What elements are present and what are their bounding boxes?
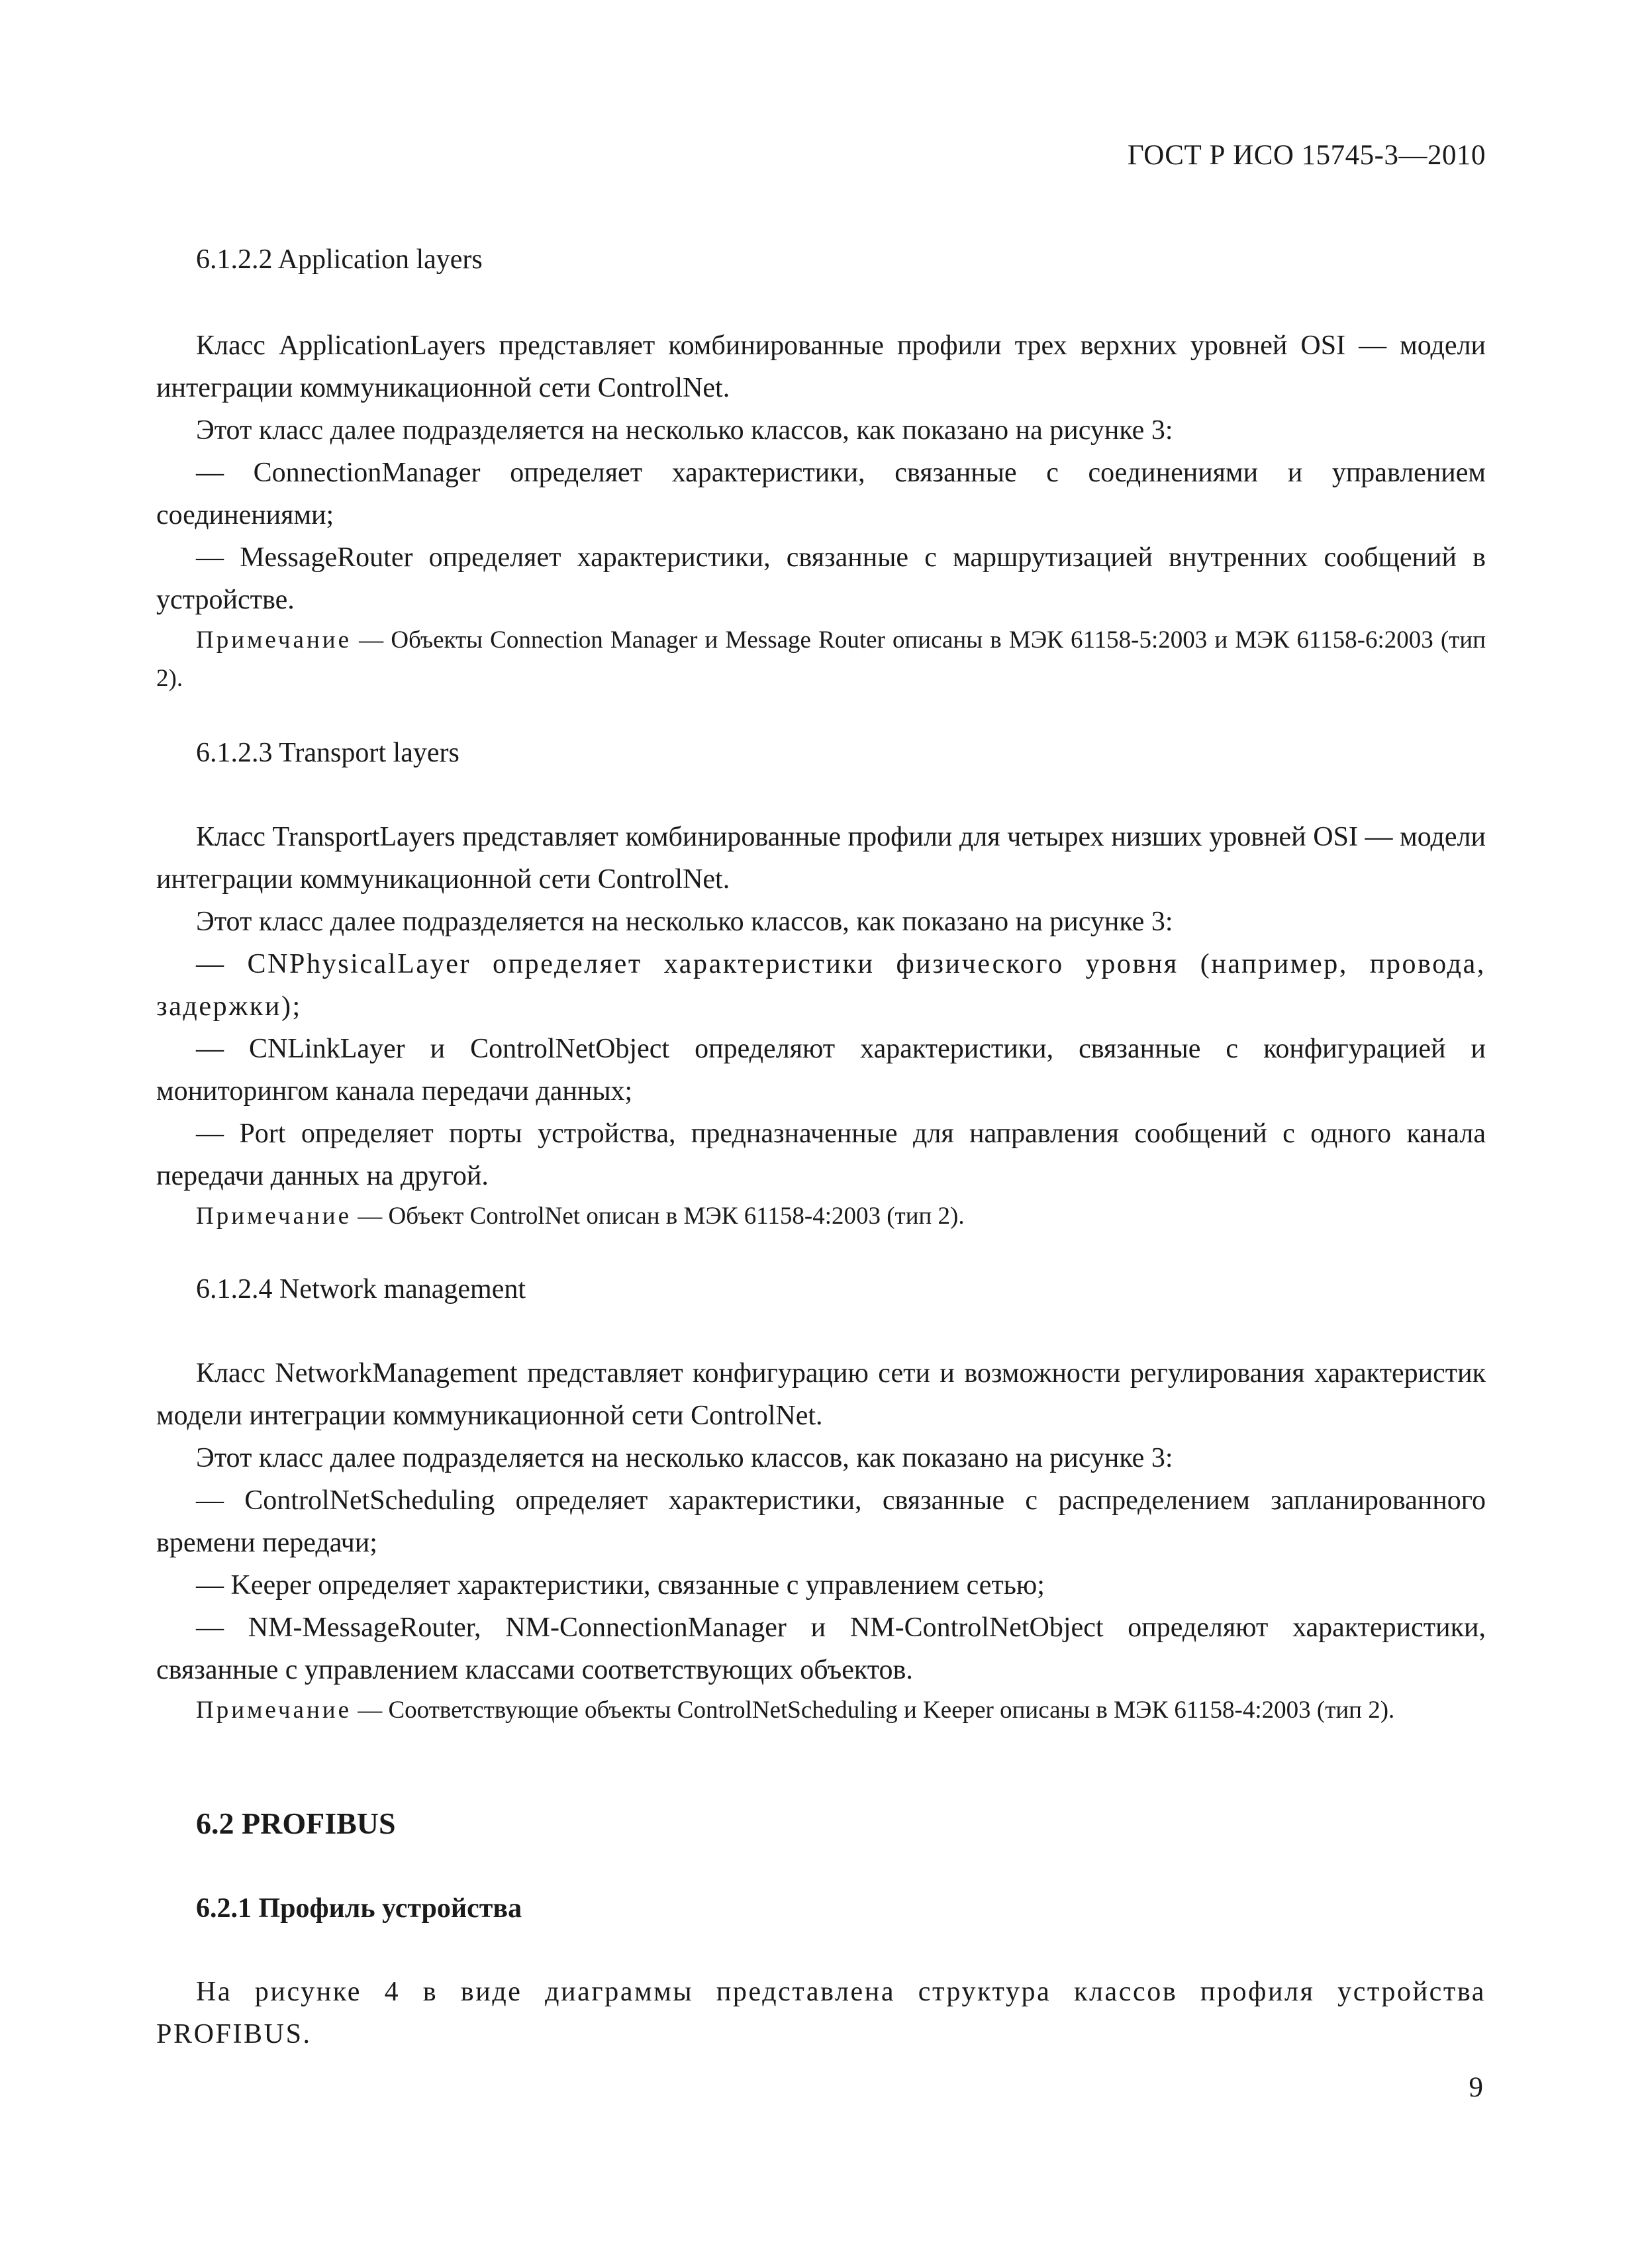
section-6-1-2-3-body bbox=[156, 816, 1486, 1236]
section-heading: 6.1.2.4 Network management bbox=[196, 1274, 526, 1305]
section-6-1-2-2 bbox=[156, 238, 1486, 281]
list-item: — CNPhysicalLayer определяет характеристики физического уровня (например, провода, задержки); bbox=[156, 949, 1486, 1022]
list-item: — Port определяет порты устройства, предназначенные для направления сообщений с одного канала передачи данных на другой. bbox=[156, 1118, 1486, 1191]
section-heading: 6.1.2.3 Transport layers bbox=[196, 738, 459, 768]
section-6-1-2-4-body bbox=[156, 1352, 1486, 1730]
section-heading: 6.2.1 Профиль устройства bbox=[196, 1893, 522, 1924]
paragraph: Этот класс далее подразделяется на несколько классов, как показано на рисунке 3: bbox=[196, 415, 1173, 446]
paragraph: Этот класс далее подразделяется на несколько классов, как показано на рисунке 3: bbox=[196, 907, 1173, 937]
paragraph: Класс ApplicationLayers представляет комбинированные профили трех верхних уровней OSI — модели интеграции коммуникационной сети ControlNet. bbox=[156, 330, 1486, 403]
page-number: 9 bbox=[1469, 2072, 1483, 2103]
list-item: — CNLinkLayer и ControlNetObject определяют характеристики, связанные с конфигурацией и мониторингом канала передачи данных; bbox=[156, 1034, 1486, 1107]
section-6-2-1 bbox=[156, 1887, 1486, 1930]
paragraph: Класс TransportLayers представляет комбинированные профили для четырех низших уровней OSI — модели интеграции коммуникационной сети ControlNet. bbox=[156, 822, 1486, 895]
note bbox=[156, 1691, 1486, 1730]
section-6-1-2-2-body bbox=[156, 324, 1486, 698]
document-code-header: ГОСТ Р ИСО 15745-3—2010 bbox=[1127, 140, 1486, 171]
note-text: — Объект ControlNet описан в МЭК 61158-4:2003 (тип 2). bbox=[352, 1203, 965, 1230]
note-label: Примечание bbox=[196, 1203, 352, 1230]
section-heading: 6.2 PROFIBUS bbox=[196, 1806, 396, 1840]
section-6-2-1-body bbox=[156, 1971, 1486, 2055]
note-text: — Объекты Connection Manager и Message Router описаны в МЭК 61158-5:2003 и МЭК 61158-6:2003 (тип 2). bbox=[156, 626, 1486, 692]
section-6-2 bbox=[156, 1802, 1486, 1845]
section-6-1-2-3 bbox=[156, 732, 1486, 774]
note-text: — Соответствующие объекты ControlNetScheduling и Keeper описаны в МЭК 61158-4:2003 (тип 2). bbox=[352, 1697, 1395, 1724]
section-heading: 6.1.2.2 Application layers bbox=[196, 244, 483, 275]
list-item: — ControlNetScheduling определяет характеристики, связанные с распределением запланированного времени передачи; bbox=[156, 1485, 1486, 1558]
paragraph: Класс NetworkManagement представляет конфигурацию сети и возможности регулирования характеристик модели интеграции коммуникационной сети ControlNet. bbox=[156, 1358, 1486, 1431]
section-6-1-2-4 bbox=[156, 1268, 1486, 1310]
list-item: — Keeper определяет характеристики, связанные с управлением сетью; bbox=[196, 1570, 1045, 1601]
note bbox=[156, 621, 1486, 698]
paragraph: Этот класс далее подразделяется на несколько классов, как показано на рисунке 3: bbox=[196, 1443, 1173, 1473]
note-label: Примечание bbox=[196, 626, 352, 654]
list-item: — ConnectionManager определяет характеристики, связанные с соединениями и управлением соединениями; bbox=[156, 458, 1486, 530]
paragraph: На рисунке 4 в виде диаграммы представлена структура классов профиля устройства PROFIBUS. bbox=[156, 1977, 1486, 2049]
list-item: — NM-MessageRouter, NM-ConnectionManager и NM-ControlNetObject определяют характеристики, связанные с управлением классами соответствующих объектов. bbox=[156, 1612, 1486, 1685]
note-label: Примечание bbox=[196, 1697, 352, 1724]
note bbox=[156, 1197, 1486, 1236]
list-item: — MessageRouter определяет характеристики, связанные с маршрутизацией внутренних сообщений в устройстве. bbox=[156, 542, 1486, 615]
